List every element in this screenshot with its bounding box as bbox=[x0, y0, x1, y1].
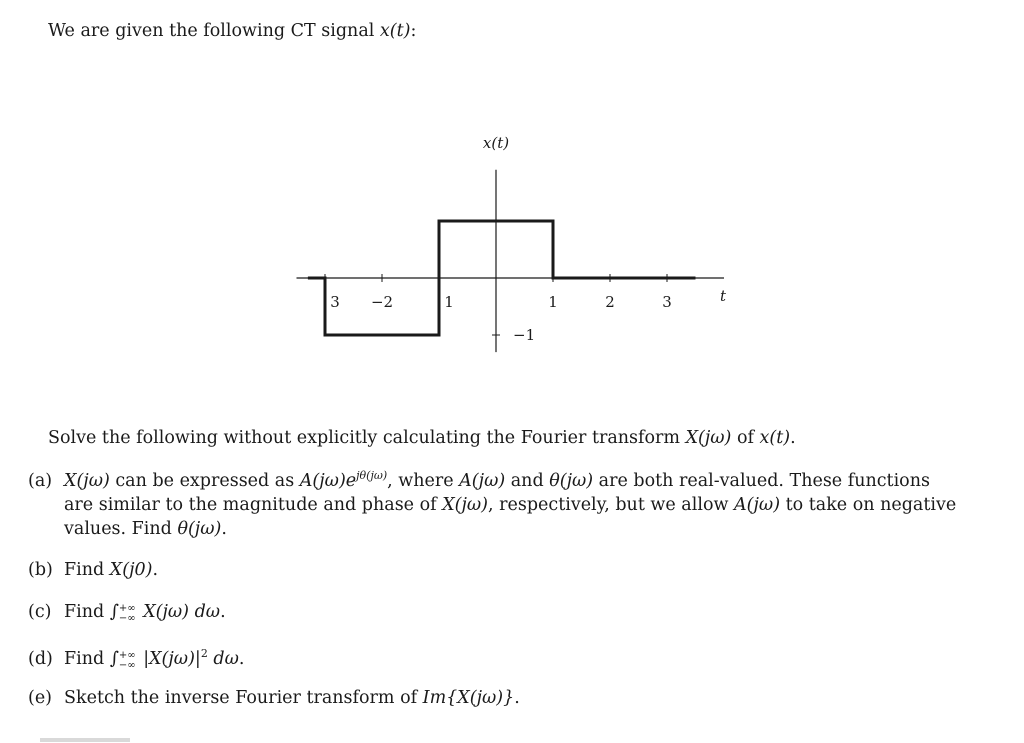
part-a-line1: X(jω) can be expressed as $A(j\omega)e^{j\theta(j\omega)}$, where A(jω) and θ(jω) are both real-valued. These functions bbox=[64, 469, 930, 491]
signal-symbol: x(t) bbox=[379, 21, 411, 41]
x-tick-label: 2 bbox=[605, 293, 615, 311]
part-a-line2: are similar to the magnitude and phase of X(jω), respectively, but we allow A(jω) to take on negative bbox=[64, 495, 957, 515]
part-a-label: (a) bbox=[28, 471, 53, 491]
y-tick-label: −1 bbox=[513, 326, 536, 344]
part-e-text: Sketch the inverse Fourier transform of Im{X(jω)}. bbox=[64, 688, 520, 708]
part-d-text: Find ∫ +∞ −∞ $|X(j\omega)|^2$ dω. bbox=[64, 647, 245, 671]
integral-limits: +∞ −∞ bbox=[118, 650, 136, 671]
part-b-label: (b) bbox=[28, 560, 53, 580]
x-axis-label: t bbox=[719, 287, 727, 305]
x-tick-label: 3 bbox=[330, 293, 340, 311]
plot-axes bbox=[297, 170, 725, 352]
part-c-label: (c) bbox=[28, 602, 52, 622]
part-b-text: Find X(j0). bbox=[64, 560, 159, 580]
x-tick-label: 3 bbox=[662, 293, 672, 311]
part-d-label: (d) bbox=[28, 649, 53, 669]
plot-ticks bbox=[325, 221, 672, 344]
instructions: Solve the following without explicitly calculating the Fourier transform X(jω) of x(t). bbox=[48, 428, 796, 448]
part-e-label: (e) bbox=[28, 688, 53, 708]
integral-sign: ∫ bbox=[109, 602, 119, 622]
part-a-line3: values. Find θ(jω). bbox=[64, 519, 227, 539]
part-c-text: Find ∫ +∞ −∞ X(jω) dω. bbox=[64, 602, 226, 624]
intro-text: We are given the following CT signal x(t): bbox=[48, 21, 417, 41]
x-tick-label: 1 bbox=[444, 293, 454, 311]
x-tick-label: −2 bbox=[370, 293, 394, 311]
x-tick-label: 1 bbox=[548, 293, 558, 311]
integral-limits: +∞ −∞ bbox=[118, 603, 136, 624]
y-axis-label: x(t) bbox=[482, 134, 510, 152]
integral-sign: ∫ bbox=[109, 649, 119, 669]
cut-off-text bbox=[40, 738, 130, 742]
